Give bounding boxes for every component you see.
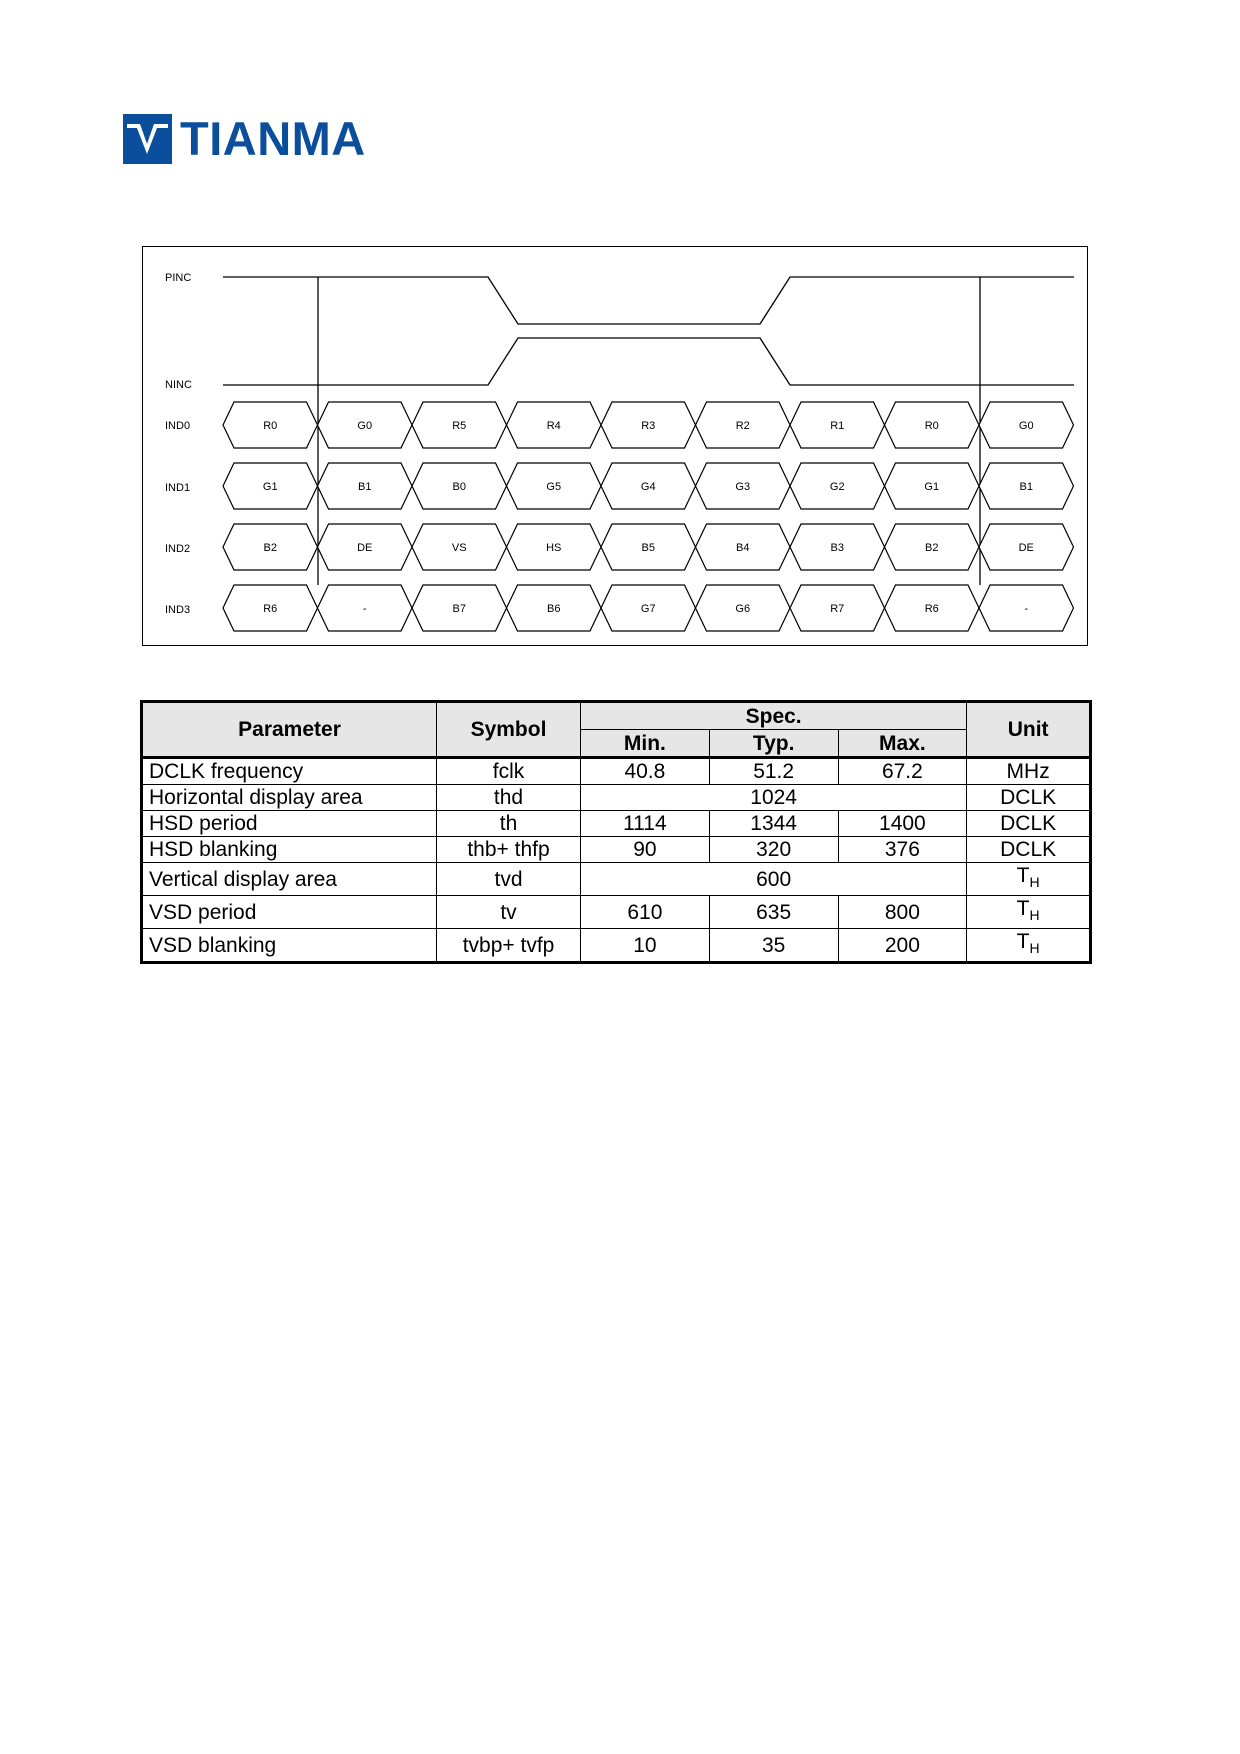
cell-symbol: tv bbox=[437, 896, 581, 929]
lane-cell-label: G7 bbox=[640, 603, 656, 615]
cell-min: 10 bbox=[581, 929, 710, 963]
unit-text: T bbox=[1016, 897, 1030, 920]
lane-cell-label: R7 bbox=[830, 603, 845, 615]
lane-cell-label: B5 bbox=[641, 542, 655, 554]
cell-typ: 51.2 bbox=[709, 758, 838, 785]
lane-cell-label: G6 bbox=[735, 603, 751, 615]
header-unit: Unit bbox=[967, 702, 1091, 758]
table-row bbox=[142, 929, 1091, 963]
lane-cell-label: G2 bbox=[829, 481, 845, 493]
lane-cell-label: G0 bbox=[1018, 420, 1034, 432]
cell-max: 1400 bbox=[838, 811, 967, 837]
logo-wordmark: TIANMA bbox=[180, 112, 366, 165]
timing-diagram-svg bbox=[143, 247, 1089, 647]
ninc-waveform bbox=[223, 338, 1074, 385]
table-row bbox=[142, 837, 1091, 863]
cell-parameter: DCLK frequency bbox=[142, 758, 437, 785]
lane-cell-label: - bbox=[362, 603, 367, 615]
table-row bbox=[142, 896, 1091, 929]
unit-text: T bbox=[1016, 864, 1030, 887]
cell-max: 67.2 bbox=[838, 758, 967, 785]
cell-symbol: thd bbox=[437, 785, 581, 811]
cell-symbol: fclk bbox=[437, 758, 581, 785]
cell-max: 200 bbox=[838, 929, 967, 963]
cell-typ: 320 bbox=[709, 837, 838, 863]
cell-parameter: VSD period bbox=[142, 896, 437, 929]
cell-unit bbox=[967, 863, 1091, 896]
unit-subscript: H bbox=[1029, 874, 1040, 890]
cell-symbol: tvd bbox=[437, 863, 581, 896]
lane-cell-label: R0 bbox=[263, 420, 278, 432]
lane-cell-label: B2 bbox=[263, 542, 277, 554]
cell-parameter: HSD period bbox=[142, 811, 437, 837]
lane-cell-label: R4 bbox=[546, 420, 561, 432]
cell-min: 1114 bbox=[581, 811, 710, 837]
lane-cell-label: R3 bbox=[641, 420, 656, 432]
cell-unit bbox=[967, 896, 1091, 929]
cell-max: 376 bbox=[838, 837, 967, 863]
cell-parameter: Horizontal display area bbox=[142, 785, 437, 811]
lane-cell-label: R6 bbox=[924, 603, 939, 615]
cell-unit: DCLK bbox=[967, 837, 1091, 863]
lane-cell-label: G1 bbox=[924, 481, 940, 493]
signal-label-ninc: NINC bbox=[165, 379, 192, 391]
lane-cell-label: R5 bbox=[452, 420, 467, 432]
cell-unit: DCLK bbox=[967, 811, 1091, 837]
lane-cell-label: B1 bbox=[1019, 481, 1033, 493]
lane-cell-label: G5 bbox=[546, 481, 562, 493]
lane-cell-label: R1 bbox=[830, 420, 845, 432]
signal-label-ind0: IND0 bbox=[165, 420, 191, 432]
cell-symbol: tvbp+ tvfp bbox=[437, 929, 581, 963]
pinc-waveform bbox=[223, 277, 1074, 324]
signal-label-ind2: IND2 bbox=[165, 543, 191, 555]
lane-cell-label: R2 bbox=[735, 420, 750, 432]
timing-diagram bbox=[142, 246, 1088, 646]
lane-cell-label: - bbox=[1024, 603, 1029, 615]
unit-subscript: H bbox=[1029, 907, 1040, 923]
lane-cell-label: B7 bbox=[452, 603, 466, 615]
data-lanes bbox=[223, 402, 1074, 631]
lane-cell-label: G0 bbox=[357, 420, 373, 432]
table-row bbox=[142, 785, 1091, 811]
cell-min: 610 bbox=[581, 896, 710, 929]
header-typ: Typ. bbox=[709, 730, 838, 758]
lane-cell-label: G3 bbox=[735, 481, 751, 493]
header-min: Min. bbox=[581, 730, 710, 758]
cell-symbol: th bbox=[437, 811, 581, 837]
lane-cell-label: B2 bbox=[925, 542, 939, 554]
cell-typ: 35 bbox=[709, 929, 838, 963]
cell-max: 800 bbox=[838, 896, 967, 929]
unit-subscript: H bbox=[1029, 940, 1040, 956]
lane-cell-label: B3 bbox=[830, 542, 844, 554]
signal-label-pinc: PINC bbox=[165, 272, 192, 284]
signal-label-ind3: IND3 bbox=[165, 604, 191, 616]
cell-typ: 600 bbox=[581, 863, 967, 896]
cell-parameter: Vertical display area bbox=[142, 863, 437, 896]
cell-unit: DCLK bbox=[967, 785, 1091, 811]
table-row bbox=[142, 758, 1091, 785]
header-symbol: Symbol bbox=[437, 702, 581, 758]
lane-cell-label: DE bbox=[357, 542, 373, 554]
cell-typ: 1024 bbox=[581, 785, 967, 811]
lane-cell-label: B6 bbox=[547, 603, 561, 615]
lane-cell-label: R0 bbox=[924, 420, 939, 432]
lane-cell-label: B4 bbox=[736, 542, 750, 554]
table-row bbox=[142, 863, 1091, 896]
signal-label-ind1: IND1 bbox=[165, 482, 191, 494]
header-parameter: Parameter bbox=[142, 702, 437, 758]
header-max: Max. bbox=[838, 730, 967, 758]
cell-parameter: HSD blanking bbox=[142, 837, 437, 863]
lane-cell-label: VS bbox=[451, 542, 467, 554]
lane-cell-label: G4 bbox=[640, 481, 656, 493]
cell-parameter: VSD blanking bbox=[142, 929, 437, 963]
tianma-logo bbox=[123, 114, 366, 164]
cell-min: 40.8 bbox=[581, 758, 710, 785]
cell-typ: 1344 bbox=[709, 811, 838, 837]
lane-cell-label: B0 bbox=[452, 481, 466, 493]
cell-min: 90 bbox=[581, 837, 710, 863]
cell-unit: MHz bbox=[967, 758, 1091, 785]
tianma-logo-mark-icon bbox=[123, 114, 172, 164]
timing-spec-table bbox=[140, 700, 1092, 964]
lane-cell-label: B1 bbox=[358, 481, 372, 493]
lane-cell-label: HS bbox=[546, 542, 562, 554]
cell-unit bbox=[967, 929, 1091, 963]
table-row bbox=[142, 811, 1091, 837]
lane-cell-label: R6 bbox=[263, 603, 278, 615]
header-spec: Spec. bbox=[581, 702, 967, 730]
lane-cell-label: G1 bbox=[262, 481, 278, 493]
lane-cell-label: DE bbox=[1018, 542, 1034, 554]
cell-symbol: thb+ thfp bbox=[437, 837, 581, 863]
unit-text: T bbox=[1016, 930, 1030, 953]
cell-typ: 635 bbox=[709, 896, 838, 929]
